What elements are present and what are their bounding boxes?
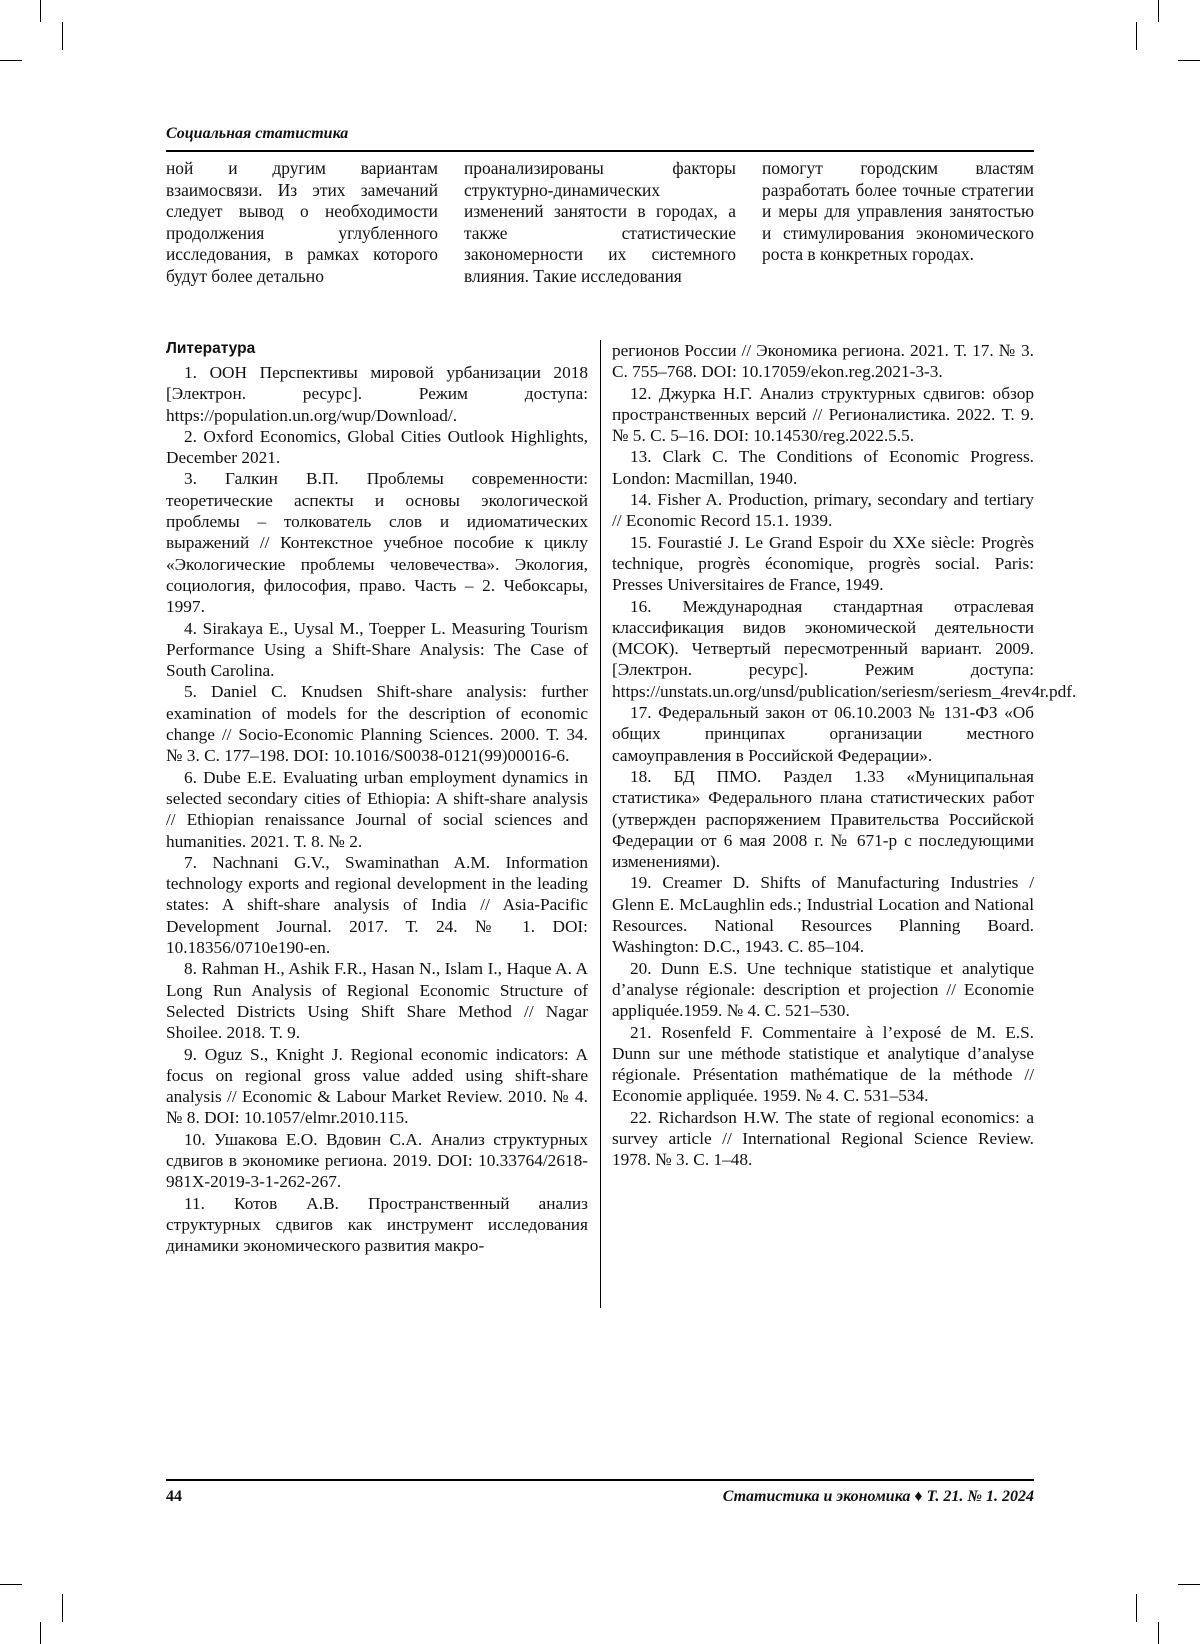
diamond-separator-icon: ♦ [914,1488,923,1505]
crop-mark [40,0,41,22]
reference-item: 19. Creamer D. Shifts of Manufacturing Industries / Glenn E. McLaughlin eds.; Industrial Location and National Resources. National Resources Planning Board. Washington: D.C., 1943. С. 85–104. [612,873,1034,957]
intro-column-2: проанализированы факторы структурно-динамических изменений занятости в городах, а также статистические закономерности их системного влияния. Такие исследования [464,158,736,286]
reference-item: 2. Oxford Economics, Global Cities Outlook Highlights, December 2021. [166,426,588,468]
crop-mark [0,1584,22,1585]
reference-continuation: регионов России // Экономика региона. 2021. Т. 17. № 3. С. 755–768. DOI: 10.17059/ekon.reg.2021-3-3. [612,341,1034,382]
journal-issue: Т. 21. № 1. 2024 [926,1488,1034,1505]
reference-item: 14. Fisher A. Production, primary, secondary and tertiary // Economic Record 15.1. 1939. [612,490,1034,531]
crop-mark [62,1594,63,1622]
journal-name: Статистика и экономика [722,1488,911,1505]
reference-item: 11. Котов А.В. Пространственный анализ структурных сдвигов как инструмент исследования динамики экономического развития макро- [166,1193,588,1256]
reference-item: 9. Oguz S., Knight J. Regional economic indicators: A focus on regional gross value added using shift-share analysis // Economic & Labour Market Review. 2010. № 4. № 8. DOI: 10.1057/elmr.2010.115. [166,1044,588,1128]
reference-item: 3. Галкин В.П. Проблемы современности: теоретические аспекты и основы экологической проблемы – толкователь слов и идиоматических выражений // Контекстное учебное пособие к циклу «Экологические проблемы человечества». Экология, социология, философия, право. Часть – 2. Чебоксары, 1997. [166,469,588,617]
references-heading: Литература [166,340,256,357]
references-left-column [166,362,588,1256]
reference-item: 6. Dube E.E. Evaluating urban employment dynamics in selected secondary cities of Ethiopia: A shift-share analysis // Ethiopian renaissance Journal of social sciences and humanities. 2021. Т. 8. № 2. [166,767,588,851]
intro-column-3: помогут городским властям разработать более точные стратегии и меры для управления занятостью и стимулирования экономического роста в конкретных городах. [762,158,1034,265]
crop-mark [1158,0,1159,22]
references-right-column [612,340,1077,1171]
reference-item: 4. Sirakaya E., Uysal M., Toepper L. Measuring Tourism Performance Using a Shift-Share Analysis: The Case of South Carolina. [166,618,588,681]
page-number: 44 [166,1488,182,1505]
crop-mark [0,60,22,61]
crop-mark [40,1622,41,1644]
reference-item: 7. Nachnani G.V., Swaminathan A.M. Information technology exports and regional development in the leading states: A shift-share analysis of India // Asia-Pacific Development Journal. 2017. Т. 24. № 1. DOI: 10.18356/0710e190-en. [166,852,588,958]
crop-mark [1178,1584,1200,1585]
reference-item: 21. Rosenfeld F. Commentaire à l’exposé de M. E.S. Dunn sur une méthode statistique et analytique d’analyse régionale. Présentation mathématique de la méthode // Economie appliquée. 1959. № 4. С. 531–534. [612,1022,1034,1106]
reference-item: 20. Dunn E.S. Une technique statistique et analytique d’analyse régionale: description et projection // Economie appliquée.1959. № 4. С. 521–530. [612,958,1034,1021]
reference-item: 16. Международная стандартная отраслевая классификация видов экономической деятельности (МСОК). Четвертый пересмотренный вариант. 2009. [Электрон. ресурс]. Режим доступа: https://unstats.un.org/unsd/publication/seriesm/seriesm_4rev4r.pdf. [612,596,1077,701]
column-divider [600,340,601,1308]
reference-item: 5. Daniel C. Knudsen Shift-share analysis: further examination of models for the description of economic change // Socio-Economic Planning Sciences. 2000. Т. 34. № 3. С. 177–198. DOI: 10.1016/S0038-0121(99)00016-6. [166,682,588,766]
crop-mark [1136,22,1137,50]
intro-column-1: ной и другим вариантам взаимосвязи. Из этих замечаний следует вывод о необходимости продолжения углубленного исследования, в рамках которого будут более детально [166,158,438,286]
crop-mark [1158,1622,1159,1644]
journal-info [723,1488,1034,1506]
crop-mark [1136,1594,1137,1622]
header-divider [166,150,1034,152]
reference-item: 17. Федеральный закон от 06.10.2003 № 131-ФЗ «Об общих принципах организации местного самоуправления в Российской Федерации». [612,703,1034,765]
reference-item: 22. Richardson H.W. The state of regional economics: a survey article // International Regional Science Review. 1978. № 3. С. 1–48. [612,1107,1034,1170]
reference-item: 12. Джурка Н.Г. Анализ структурных сдвигов: обзор пространственных версий // Регионалистика. 2022. Т. 9. № 5. С. 5–16. DOI: 10.14530/reg.2022.5.5. [612,383,1034,446]
footer-divider [166,1479,1034,1481]
reference-item: 15. Fourastié J. Le Grand Espoir du XXe siècle: Progrès technique, progrès économique, progrès social. Paris: Presses Universitaires de France, 1949. [612,532,1034,595]
reference-item: 1. ООН Перспективы мировой урбанизации 2018 [Электрон. ресурс]. Режим доступа: https://population.un.org/wup/Download/. [166,363,588,425]
section-title: Социальная статистика [166,125,349,142]
reference-item: 18. БД ПМО. Раздел 1.33 «Муниципальная статистика» Федерального плана статистических работ (утвержден распоряжением Правительства Российской Федерации от 6 мая 2008 г. № 671-р с последующими изменениями). [612,766,1034,872]
reference-item: 10. Ушакова Е.О. Вдовин С.А. Анализ структурных сдвигов в экономике региона. 2019. DOI: 10.33764/2618-981X-2019-3-1-262-267. [166,1129,588,1192]
crop-mark [1178,60,1200,61]
reference-item: 13. Clark C. The Conditions of Economic Progress. London: Macmillan, 1940. [612,447,1034,488]
crop-mark [62,22,63,50]
reference-item: 8. Rahman H., Ashik F.R., Hasan N., Islam I., Haque A. A Long Run Analysis of Regional Economic Structure of Selected Districts Using Shift Share Method // Nagar Shoilee. 2018. Т. 9. [166,959,588,1043]
